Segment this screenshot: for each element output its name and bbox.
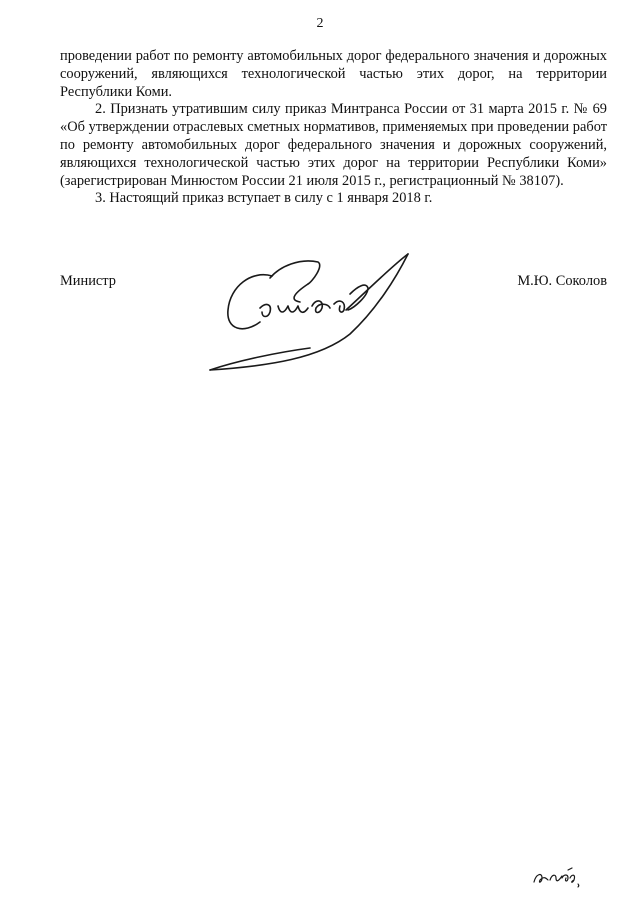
signatory-name: М.Ю. Соколов	[517, 273, 607, 289]
document-body	[60, 48, 607, 208]
handwritten-signature	[200, 248, 420, 378]
signatory-role: Министр	[60, 273, 116, 289]
paragraph-2: 2. Признать утратившим силу приказ Минтранса России от 31 марта 2015 г. № 69 «Об утверждении отраслевых сметных нормативов, применяемых при проведении работ по ремонту автомобильных дорог федерального значения и дорожных сооружений, являющихся технологической частью этих дорог на территории Республики Коми» (зарегистрирован Минюстом России 21 июля 2015 г., регистрационный № 38107).	[60, 101, 607, 189]
paragraph-3: 3. Настоящий приказ вступает в силу с 1 января 2018 г.	[95, 190, 433, 207]
paragraph-1-continuation: проведении работ по ремонту автомобильных дорог федерального значения и дорожных сооружений, являющихся технологической частью этих дорог, на территории Республики Коми.	[60, 48, 607, 100]
page-number: 2	[316, 16, 324, 31]
handwritten-initials	[528, 862, 588, 890]
